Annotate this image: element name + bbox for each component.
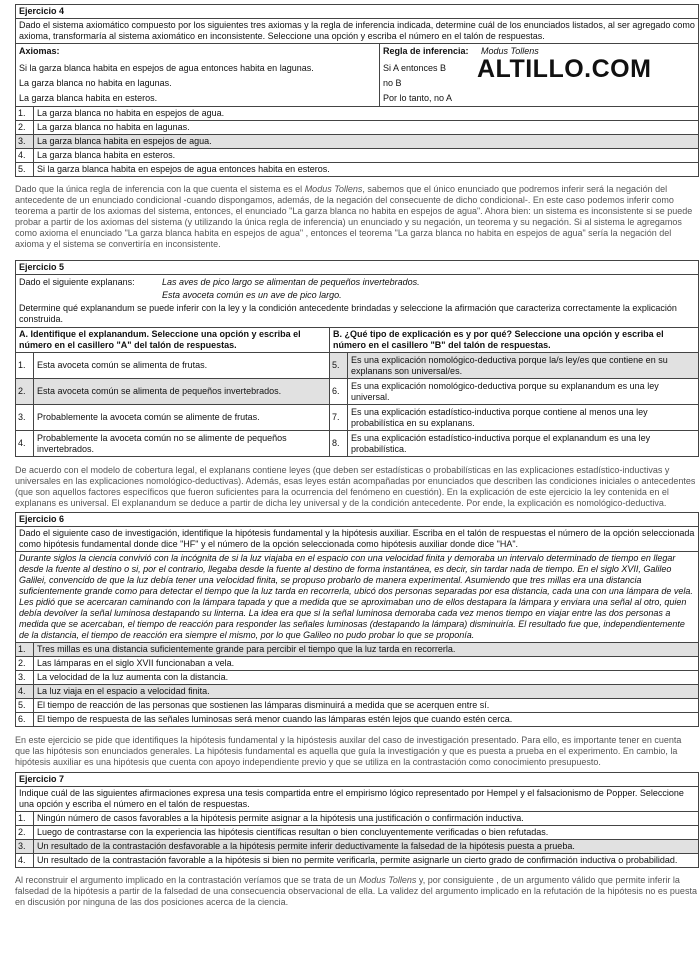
option-number: 5. xyxy=(16,699,34,713)
ejercicio-6-title: Ejercicio 6 xyxy=(16,513,699,527)
ejercicio-7-title: Ejercicio 7 xyxy=(16,773,699,787)
ejercicio-4-explanation xyxy=(15,184,698,250)
e6-option-row xyxy=(16,699,699,713)
regla-line-1: Si A entonces B xyxy=(383,63,447,73)
option-text: Un resultado de la contrastación desfavorable a la hipótesis permite inferir deductivamente la falsedad de la hipótesis puesta a prueba. xyxy=(34,840,699,854)
option-number: 1. xyxy=(16,812,34,826)
ejercicio-7-table xyxy=(15,772,699,868)
column-b-header: B. ¿Qué tipo de explicación es y por qué? Seleccione una opción y escriba el número en el casillero "B" del talón de respuestas. xyxy=(330,328,699,353)
option-number: 8. xyxy=(330,431,348,457)
option-text: Si la garza blanca habita en espejos de agua entonces habita en esteros. xyxy=(34,163,699,177)
explanans-label: Dado el siguiente explanans: xyxy=(19,277,135,287)
explanans-line-2: Esta avoceta común es un ave de pico largo. xyxy=(162,290,342,300)
option-text: Es una explicación estadístico-inductiva porque contiene al menos una ley probabilística en su explanans. xyxy=(348,405,699,431)
ejercicio-6-explanation: En este ejercicio se pide que identifiques la hipótesis fundamental y la hipóstesis auxilar del caso de investigación presentado. Para ello, es importante tener en cuenta que las hipótesis son enunciados generales. La hipótesis fundamental es aquella que guía la investigación y que es puesta a prueba en el experimento. En cambio, la hipótesis auxiliar es una hipótesis que cuenta con apoyo independiente previo y que se utiliza en la contrastación como conocimiento presupuesto. xyxy=(15,735,682,767)
ejercicio-4-title: Ejercicio 4 xyxy=(16,5,699,19)
option-text: Esta avoceta común se alimenta de pequeños invertebrados. xyxy=(34,379,330,405)
option-text: La velocidad de la luz aumenta con la distancia. xyxy=(34,671,699,685)
option-number: 4. xyxy=(16,431,34,457)
ejercicio-6-table xyxy=(15,512,699,727)
option-text: La garza blanca no habita en lagunas. xyxy=(34,121,699,135)
option-number: 3. xyxy=(16,405,34,431)
option-number: 2. xyxy=(16,121,34,135)
option-number: 5. xyxy=(16,163,34,177)
column-a-header: A. Identifique el explanandum. Seleccione una opción y escriba el número en el casillero "A" del talón de respuestas. xyxy=(16,328,330,353)
e4-option-row xyxy=(16,121,699,135)
ejercicio-6-case: Durante siglos la ciencia convivió con la incógnita de si la luz viajaba en el espacio con una velocidad finita y demoraba un intervalo determinado de tiempo en llegar desde la fuente al destino o si, por el contrario, llegaba desde la fuente al destino de forma instantánea, es decir, sin tardar nada de tiempo. En el siglo XVII, Galileo Galilei, convencido de que la luz debía tener una velocidad finita, se propuso probarlo de manera experimental. Asumiendo que tres millas era una distancia suficientemente grande como para detectar el tiempo que la luz tarda en recorrerla, ubicó dos personas separadas por esa distancia, cada una con una lámpara de vela. Les pidió que se acercaran caminando con la lámpara tapada y que a medida que se aproximaban uno de ellos destapara la lámpara y enviara una señal al otro, quien debía devolver la señal luminosa destapando su linterna. La idea era que si la señal luminosa demoraba cada vez menos tiempo en viajar entre las dos personas a medida que se acercaban, el tiempo de reacción para responder las señales luminosas (destapando la lámpara) disminuiría. El resultado fue que, independientemente de la distancia, el tiempo de reacción era siempre el mismo, por lo que Galileo no pudo probar lo que se proponía. xyxy=(16,552,699,643)
option-number: 2. xyxy=(16,826,34,840)
explanans-instruction: Determine qué explanandum se puede inferir con la ley y la condición antecedente brindadas y seleccione la afirmación que caracteriza correctamente la explicación construida. xyxy=(19,303,677,324)
axioma-2: La garza blanca no habita en lagunas. xyxy=(19,78,172,88)
option-text: Esta avoceta común se alimenta de frutas. xyxy=(34,353,330,379)
ejercicio-4-table xyxy=(15,4,699,177)
regla-line-3: Por lo tanto, no A xyxy=(383,93,453,103)
expl-modus-tollens: Modus Tollens xyxy=(304,184,363,194)
e7-option-row xyxy=(16,854,699,868)
regla-name: Modus Tollens xyxy=(481,46,539,56)
axiomas-label: Axiomas: xyxy=(19,46,60,56)
regla-cell xyxy=(380,44,699,107)
axioma-1: Si la garza blanca habita en espejos de agua entonces habita en lagunas. xyxy=(19,63,314,73)
expl-part: , sabemos que el único enunciado que podremos inferir será la negación del antecedente de un enunciado condicional -cuando dispongamos, además, de la negación del consecuente de dicho condicional-. En este caso podemos inferir como teorema a partir de los axiomas del sistema, entonces, el enunciado "La garza blanca no habita en espejos de agua". Ahora bien: un sistema es inconsistente si se puede probar a partir de los axiomas del sistema (y utilizando la única regla de inferencia) un enunciado y su negación, un teorema y su negación. Si al sistema le agregamos como axioma el enunciado "La garza blanca habita en espejos de agua" , entonces el teorema "La garza blanca no habita en espejos de agua" sería la negación del axioma y el sistema se convertiría en inconsistente. xyxy=(15,184,693,249)
option-text: Probablemente la avoceta común se alimente de frutas. xyxy=(34,405,330,431)
option-number: 1. xyxy=(16,107,34,121)
option-number: 6. xyxy=(16,713,34,727)
regla-line-2: no B xyxy=(383,78,402,88)
option-number: 3. xyxy=(16,671,34,685)
option-number: 1. xyxy=(16,643,34,657)
option-text: Es una explicación estadístico-inductiva porque el explanandum es una ley probabilística. xyxy=(348,431,699,457)
option-text: Las lámparas en el siglo XVII funcionaban a vela. xyxy=(34,657,699,671)
expl-part: Dado que la única regla de inferencia con la que cuenta el sistema es el xyxy=(15,184,305,194)
e7-option-row-highlighted xyxy=(16,840,699,854)
option-text: Es una explicación nomológico-deductiva porque la/s ley/es que contiene en su explanans son universal/es. xyxy=(348,353,699,379)
option-number: 2. xyxy=(16,657,34,671)
option-text: Un resultado de la contrastación favorable a la hipótesis si bien no permite verificarla, permite asignarle un cierto grado de confirmación inductiva o probabilidad. xyxy=(34,854,699,868)
option-number: 5. xyxy=(330,353,348,379)
e7-option-row xyxy=(16,826,699,840)
option-text: El tiempo de respuesta de las señales luminosas será menor cuando las lámparas estén lejos que cuando estén cerca. xyxy=(34,713,699,727)
explanans-cell xyxy=(16,275,699,328)
ejercicio-5-title: Ejercicio 5 xyxy=(16,261,699,275)
option-number: 1. xyxy=(16,353,34,379)
e4-option-row-highlighted xyxy=(16,135,699,149)
ejercicio-7-intro: Indique cuál de las siguientes afirmaciones expresa una tesis compartida entre el empirismo lógico representado por Hempel y el falsacionismo de Popper. Seleccione una opción y escriba el número en el talón de respuestas. xyxy=(16,787,699,812)
ejercicio-6-intro: Dado el siguiente caso de investigación, identifique la hipótesis fundamental y la hipótesis auxiliar. Escriba en el talón de respuestas el número de la opción seleccionada como hipótesis fundamental donde dice "HF" y el número de la opción seleccionada como hipótesis auxiliar donde dice "HA". xyxy=(16,527,699,552)
e5-row xyxy=(16,405,699,431)
e4-option-row xyxy=(16,107,699,121)
option-number: 6. xyxy=(330,379,348,405)
page-content xyxy=(15,4,698,914)
option-text: Probablemente la avoceta común no se alimente de pequeños invertebrados. xyxy=(34,431,330,457)
ejercicio-5-explanation: De acuerdo con el modelo de cobertura legal, el explanans contiene leyes (que deben ser estadísticas o probabilísticas en las explicaciones estadístico-inductivas y universales en las explicaciones nomológico-deductivas). Además, esas leyes están acompañadas por enunciados que describen las condiciones iniciales o antecedentes (que son aquellos factores específicos que fueron suficientes para la ocurrencia del fenómeno en cuestión). En la explicación de este ejercicio la ley contenida en el explanans es universal. El explanandum se deduce a partir de dicha ley universal y de la condición antecedente. Por ende, la explicación es nomológico-deductiva. xyxy=(15,465,696,508)
option-text: La luz viaja en el espacio a velocidad finita. xyxy=(34,685,699,699)
e7-option-row xyxy=(16,812,699,826)
option-text: La garza blanca no habita en espejos de agua. xyxy=(34,107,699,121)
e6-option-row-highlighted xyxy=(16,643,699,657)
explanans-line-1: Las aves de pico largo se alimentan de pequeños invertebrados. xyxy=(162,277,420,287)
e5-row xyxy=(16,353,699,379)
option-text: Luego de contrastarse con la experiencia las hipótesis científicas resultan o bien concluyentemente verificadas o bien refutadas. xyxy=(34,826,699,840)
axiomas-cell xyxy=(16,44,380,107)
expl-part: y, por consiguiente , de un argumento válido que permite inferir la falsedad de la hipótesis a partir de la falsedad de una consecuencia observacional de ella. La validez del argumento implicado en la refutación de la hipótesis no es puesta en discusión por ninguna de las dos posiciones acerca de la ciencia. xyxy=(15,875,697,907)
expl-part: Al reconstruir el argumento implicado en la contrastación veríamos que se trata de un xyxy=(15,875,359,885)
e4-option-row xyxy=(16,149,699,163)
option-number: 2. xyxy=(16,379,34,405)
e6-option-row xyxy=(16,713,699,727)
axioma-3: La garza blanca habita en esteros. xyxy=(19,93,158,103)
regla-label: Regla de inferencia: xyxy=(383,46,469,56)
e4-option-row xyxy=(16,163,699,177)
option-number: 3. xyxy=(16,135,34,149)
option-text: Es una explicación nomológico-deductiva porque su explanandum es una ley universal. xyxy=(348,379,699,405)
option-number: 3. xyxy=(16,840,34,854)
altillo-logo: ALTILLO.COM xyxy=(477,55,652,83)
expl-modus-tollens: Modus Tollens xyxy=(358,875,417,885)
option-text: El tiempo de reacción de las personas que sostienen las lámparas disminuirá a medida que se acerquen entre sí. xyxy=(34,699,699,713)
option-text: Tres millas es una distancia suficientemente grande para percibir el tiempo que la luz tarda en recorrerla. xyxy=(34,643,699,657)
ejercicio-5-table xyxy=(15,260,699,457)
option-text: Ningún número de casos favorables a la hipótesis permite asignar a la hipótesis una justificación o confirmación inductiva. xyxy=(34,812,699,826)
option-number: 4. xyxy=(16,149,34,163)
ejercicio-7-explanation xyxy=(15,875,698,908)
e5-row xyxy=(16,431,699,457)
option-number: 7. xyxy=(330,405,348,431)
option-text: La garza blanca habita en esteros. xyxy=(34,149,699,163)
e5-row xyxy=(16,379,699,405)
ejercicio-4-intro: Dado el sistema axiomático compuesto por los siguientes tres axiomas y la regla de inferencia indicada, determine cuál de los enunciados listados, al ser agregado como axioma, transformaría al sistema axiomático en inconsistente. Seleccione una opción y escriba el número en el talón de respuestas. xyxy=(16,19,699,44)
option-number: 4. xyxy=(16,685,34,699)
e6-option-row-highlighted xyxy=(16,685,699,699)
option-number: 4. xyxy=(16,854,34,868)
option-text: La garza blanca habita en espejos de agua. xyxy=(34,135,699,149)
e6-option-row xyxy=(16,671,699,685)
e6-option-row xyxy=(16,657,699,671)
